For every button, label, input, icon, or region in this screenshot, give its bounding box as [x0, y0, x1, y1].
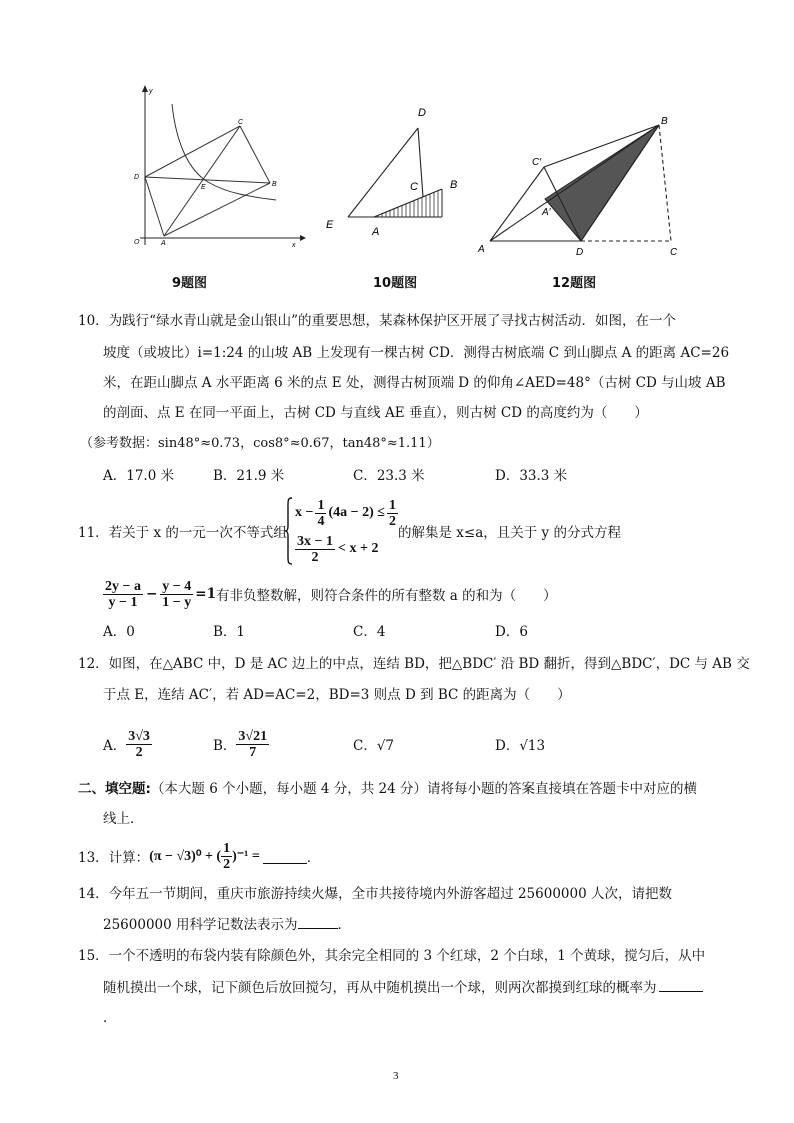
q11-eq-minus: − [145, 586, 158, 602]
fig9-label-b: B [272, 181, 277, 188]
q14-answer-blank[interactable] [298, 914, 338, 929]
fig10-label-a: A [372, 226, 380, 238]
q12-option-b[interactable] [213, 722, 269, 766]
q12-option-d[interactable]: D．√13 [495, 738, 546, 754]
q13-answer-blank[interactable] [263, 849, 307, 864]
q11-line2-rest: 有非负整数解，则符合条件的所有整数 a 的和为（ ） [216, 588, 557, 604]
fig12-label-b: B [661, 116, 668, 127]
fig10-label-e: E [326, 219, 334, 231]
fig9-label-d: D [134, 174, 140, 181]
q12-option-a[interactable] [103, 722, 152, 766]
q10-options [103, 466, 603, 486]
q11-prefix: 11．若关于 x 的一元一次不等式组 [78, 525, 287, 541]
brace-icon [285, 496, 293, 566]
fig9-label-e: E [201, 184, 206, 191]
q15-line-1: 15．一个不透明的布袋内装有除颜色外，其余完全相同的 3 个红球，2 个白球，1 个黄球，搅匀后，从中 [78, 948, 706, 964]
q12-option-a-num: 3√3 [128, 728, 150, 744]
q11-eq-frac2-den: 1 − y [162, 594, 192, 610]
q10-option-c[interactable]: C．23.3 米 [353, 468, 425, 484]
q10-option-b[interactable]: B．21.9 米 [213, 468, 285, 484]
q11-ineq1-left: x − [295, 505, 314, 520]
fig9-label-y: y [149, 88, 153, 95]
q11-ineq2-right: < x + 2 [337, 541, 379, 556]
q10-line-3: 米，在距山脚点 A 水平距离 6 米的点 E 处，测得古树顶端 D 的仰角∠AED=48°（古树 CD 与山坡 AB [103, 375, 726, 391]
q14-line-2-text: 25600000 用科学记数法表示为 [103, 917, 298, 933]
q12-options [103, 722, 603, 766]
q10-option-d[interactable]: D．33.3 米 [495, 468, 568, 484]
fig10-caption: 10题图 [373, 276, 418, 291]
q12-option-b-frac [236, 729, 269, 760]
section-2-description: （本大题 6 个小题，每小题 4 分，共 24 分）请将每小题的答案直接填在答题卡中对应的横 [150, 781, 698, 797]
section-2-heading [78, 779, 697, 799]
q11-ineq1-rfrac [387, 498, 398, 529]
q13-expr: (π − √3)⁰ + ( [149, 848, 222, 864]
q11-ineq1-rfrac-num: 1 [388, 497, 396, 513]
q13-end: ． [306, 850, 321, 866]
q11-ineq2-frac [295, 534, 335, 565]
fig9-label-origin: O [134, 239, 140, 246]
q11-suffix: 的解集是 x≤a，且关于 y 的分式方程 [398, 525, 621, 541]
fig12-label-a-prime: A′ [542, 207, 551, 218]
q10-option-a[interactable]: A．17.0 米 [103, 468, 175, 484]
q11-options [103, 622, 603, 642]
q11-eq-frac-2 [160, 579, 193, 610]
q11-ineq1-frac-num: 1 [317, 497, 325, 513]
q12-option-a-den: 2 [135, 744, 143, 760]
q11-option-d[interactable]: D．6 [495, 624, 528, 640]
figure-12 [474, 110, 694, 260]
q11-ineq1-frac [315, 498, 326, 529]
q11-ineq1-mid: (4a − 2) ≤ [328, 505, 385, 520]
fig9-label-a: A [161, 240, 166, 247]
figure-10 [322, 100, 472, 240]
q15-answer-blank[interactable] [659, 977, 703, 992]
q11-option-c[interactable]: C．4 [353, 624, 386, 640]
q11-eq-frac1-num: 2y − a [105, 578, 141, 594]
q10-line-2: 坡度（或坡比）i=1:24 的山坡 AB 上发现有一棵古树 CD．测得古树底端 C 到山脚点 A 的距离 AC=26 [103, 345, 730, 361]
fig9-caption: 9题图 [172, 276, 208, 291]
fig12-label-c: C [670, 247, 678, 258]
q12-option-a-label: A． [103, 738, 127, 754]
q15-line-2-text: 随机摸出一个球，记下颜色后放回搅匀，再从中随机摸出一个球，则两次都摸到红球的概率为 [103, 980, 657, 996]
q11-eq-frac1-den: y − 1 [108, 594, 138, 610]
q12-option-a-frac [126, 729, 152, 760]
q11-ineq2-frac-den: 2 [311, 549, 319, 565]
q14-line-2 [103, 914, 351, 935]
q12-option-b-den: 7 [249, 744, 257, 760]
q13-prefix: 13．计算： [78, 850, 150, 866]
q11-eq-frac-1 [103, 579, 143, 610]
page-number: 3 [393, 1070, 399, 1082]
q14-line-1: 14．今年五一节期间，重庆市旅游持续火爆，全市共接待境内外游客超过 25600000 人次，请把数 [78, 886, 672, 902]
q12-line-1: 12．如图，在△ABC 中，D 是 AC 边上的中点，连结 BD，把△BDC′ 沿 BD 翻折，得到△BDC′，DC 与 AB 交 [78, 656, 750, 672]
section-2-title: 二、填空题: [78, 781, 151, 797]
q10-line-4: 的剖面、点 E 在同一平面上，古树 CD 与直线 AE 垂直），则古树 CD 的高度约为（ ） [103, 405, 648, 421]
q12-option-b-num: 3√21 [238, 728, 268, 744]
q11-inequality-1 [295, 496, 398, 530]
fig9-label-c: C [238, 119, 244, 126]
q15-line-2 [103, 977, 703, 998]
q14-line-2-end: ． [337, 917, 352, 933]
fig12-label-d: D [576, 247, 584, 258]
fig12-caption: 12题图 [552, 276, 597, 291]
fig10-label-c: C [410, 181, 418, 193]
q13 [78, 838, 320, 874]
fig12-label-c-prime: C′ [532, 157, 542, 168]
q11-ineq1-rfrac-den: 2 [388, 513, 396, 529]
q11-fraction-equation [103, 577, 557, 611]
fig12-label-a: A [478, 244, 485, 255]
q12-option-c[interactable]: C．√7 [353, 738, 395, 754]
q13-frac [221, 841, 232, 872]
section-2-description-line-2: 线上． [103, 811, 144, 827]
q10-line-1: 10．为践行“绿水青山就是金山银山”的重要思想，某森林保护区开展了寻找古树活动．如图，在一个 [78, 313, 676, 329]
q12-line-2: 于点 E，连结 AC′，若 AD=AC=2，BD=3 则点 D 到 BC 的距离为（ ） [103, 687, 571, 703]
fig10-label-b: B [450, 179, 458, 191]
q11-inequality-system [285, 496, 397, 566]
q11-option-a[interactable]: A．0 [103, 624, 135, 640]
q13-frac-den: 2 [223, 856, 231, 872]
q15-line-3: ． [103, 1010, 117, 1026]
q12-option-b-label: B． [213, 738, 237, 754]
fig9-label-x: x [292, 242, 296, 249]
q13-frac-num: 1 [223, 840, 231, 856]
q11-eq-frac2-num: y − 4 [162, 578, 192, 594]
q11-option-b[interactable]: B．1 [213, 624, 246, 640]
q11-ineq1-frac-den: 4 [317, 513, 325, 529]
q10-reference-data: （参考数据：sin48°≈0.73，cos8°≈0.67，tan48°≈1.11） [80, 436, 440, 451]
q11-inequality-2 [295, 532, 378, 566]
figure-9 [128, 82, 308, 252]
q11-eq-right: =1 [195, 586, 216, 602]
q11-ineq2-frac-num: 3x − 1 [297, 533, 333, 549]
fig10-label-d: D [418, 107, 426, 119]
q13-expr-tail: )⁻¹ = [232, 848, 260, 864]
